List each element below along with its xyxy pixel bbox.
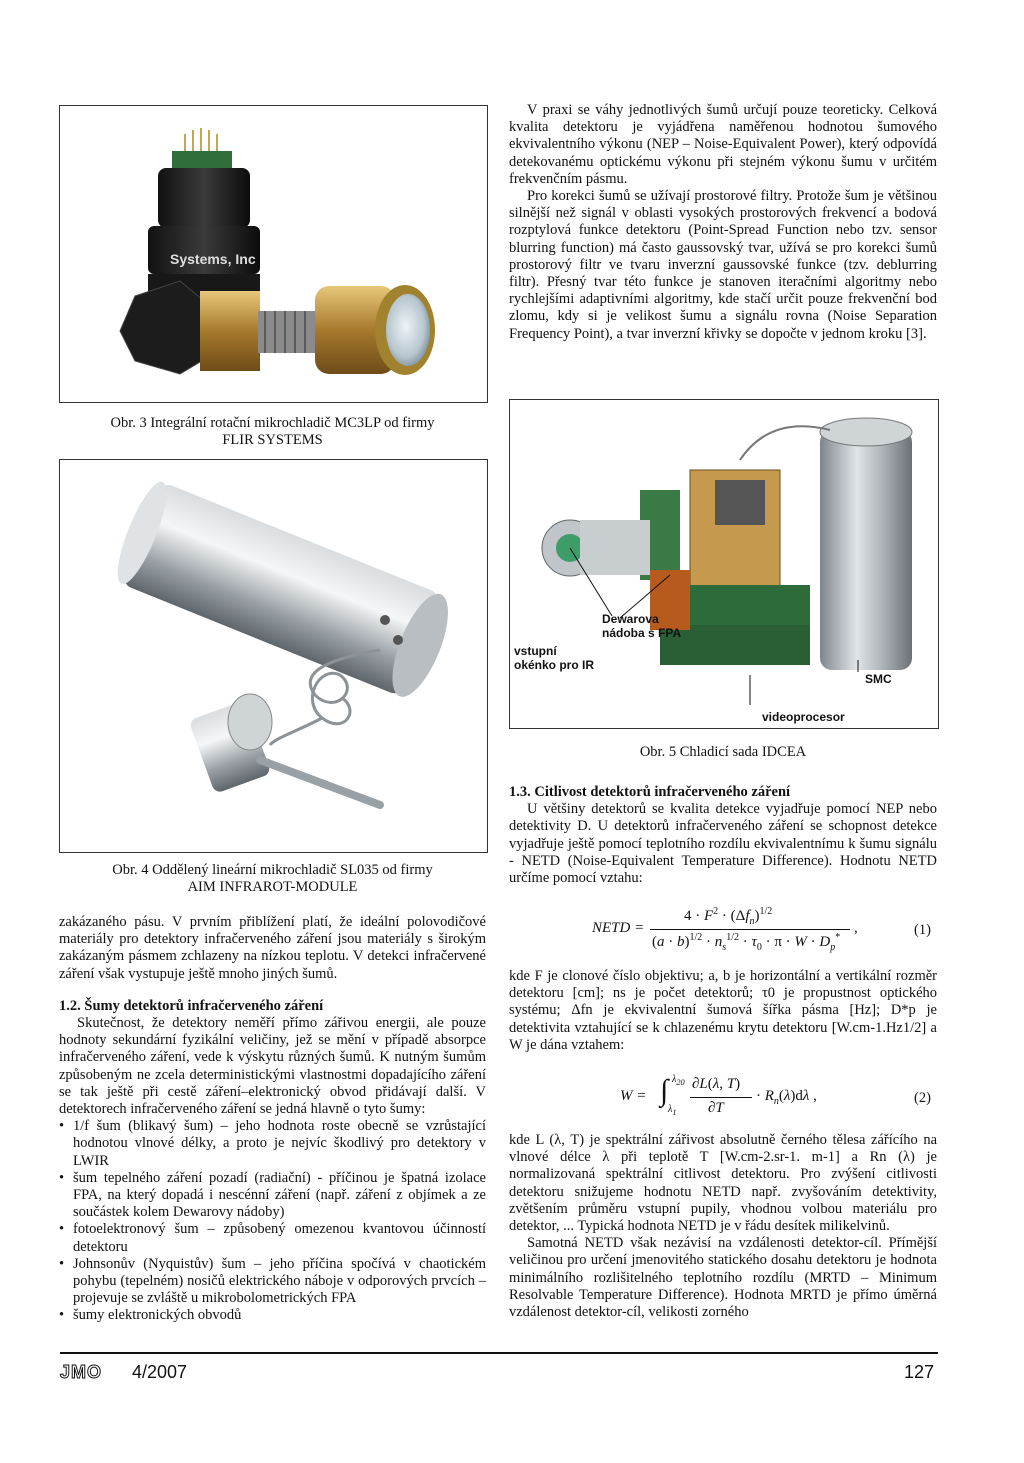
fig3-caption-line1: Obr. 3 Integrální rotační mikrochladič MC3LP od firmy bbox=[110, 415, 435, 431]
fig5-label-window: vstupní okénko pro IR bbox=[514, 644, 595, 672]
equation-2: W = ∫ $\lambda_{20}$ $\lambda_1$ ∂L(λ, T) ∂T · $R_n(\lambda)d\lambda$ , bbox=[620, 1074, 817, 1117]
figure-4-caption bbox=[59, 862, 486, 896]
list-item: • Johnsonův (Nyquistův) šum – jeho příčina spočívá v chaotickém pohybu (tepelném) nosičů elektrického náboje v odporových prvcích – projevuje se zvláště u mikrobolometrických FPA bbox=[73, 1256, 486, 1308]
cryocooler-mc3lp-illustration bbox=[60, 106, 487, 402]
equation-1: NETD = $4 \cdot F^2 \cdot (\Delta f_n)^{1/2}$ $(a \cdot b)^{1/2} \cdot n_s^{1/2} \cdot \tau_0 \cdot \pi \cdot W \cdot D_p^*$ , bbox=[592, 906, 858, 953]
fig3-caption-line2: FLIR SYSTEMS bbox=[222, 432, 323, 448]
section-heading-1-3: 1.3. Citlivost detektorů infračerveného záření bbox=[509, 784, 791, 800]
journal-logo: JMO bbox=[60, 1362, 103, 1382]
right-bottom-section bbox=[509, 784, 937, 887]
issue-number: 4/2007 bbox=[132, 1362, 188, 1382]
paragraph: Samotná NETD však nezávisí na vzdálenosti detektor-cíl. Přímější veličinou pro určení jmenovitého statického dosahu detektoru je hodnota minimálního rozlišitelného teplotního rozdílu (MRTD – Minimum Resolvable Temperature Difference). Hodnota MRTD je přímo úměrná vzdálenost detektor-cíl, velikosti zorného bbox=[509, 1235, 937, 1321]
list-item: • 1/f šum (blikavý šum) – jeho hodnota roste obecně se vzrůstající hodnotou vlnové délky, a proto je nejvíc škodlivý pro detektory v LWIR bbox=[73, 1118, 486, 1170]
noise-list bbox=[59, 1118, 486, 1324]
fig4-caption-line1: Obr. 4 Oddělený lineární mikrochladič SL035 od firmy bbox=[112, 862, 433, 878]
right-top-text bbox=[509, 102, 937, 343]
list-item: • šumy elektronických obvodů bbox=[73, 1307, 486, 1324]
figure-5-photo bbox=[509, 399, 939, 729]
figure-4-photo bbox=[59, 459, 488, 853]
fig5-label-smc: SMC bbox=[865, 672, 892, 686]
footer-rule bbox=[60, 1352, 938, 1354]
equation-2-number: (2) bbox=[914, 1090, 931, 1106]
section-heading-1-2: 1.2. Šumy detektorů infračerveného záření bbox=[59, 997, 324, 1014]
right-bottom-text-3 bbox=[509, 1132, 937, 1321]
figure-5-caption: Obr. 5 Chladicí sada IDCEA bbox=[639, 744, 807, 760]
fig5-label-dewar: Dewarova nádoba s FPA bbox=[602, 612, 682, 640]
fig4-caption-line2: AIM INFRAROT-MODULE bbox=[187, 879, 358, 895]
paragraph: U většiny detektorů se kvalita detekce vyjadřuje pomocí NEP nebo detektivity D. U detektorů infračerveného záření se schopnost detekce vyjadřuje ještě pomocí teplotního rozdílu ekvivalentnímu k šumu signálu - NETD (Noise-Equivalent Temperature Difference). Hodnotu NETD určíme pomocí vztahu: bbox=[509, 801, 937, 887]
list-item: • fotoelektronový šum – způsobený omezenou kvantovou účinností detektoru bbox=[73, 1221, 486, 1255]
paragraph: V praxi se váhy jednotlivých šumů určují pouze teoreticky. Celková kvalita detektoru je vyjádřena naměřenou hodnotou šumového ekvivalentního výkonu (NEP – Noise-Equivalent Power), který odpovídá detekovanému optickému výkonu při stejném výkonu šumu v určitém frekvenčním pásmu. bbox=[509, 102, 937, 187]
page-number: 127 bbox=[904, 1362, 935, 1382]
figure-3-caption bbox=[59, 415, 486, 449]
figure-3-photo bbox=[59, 105, 488, 403]
left-bottom-text bbox=[59, 914, 486, 1325]
paragraph: Pro korekci šumů se užívají prostorové filtry. Protože šum je většinou silnější než signál v oblasti vysokých prostorových frekvencí a bodová rozptylová funkce detektoru (Point-Spread Function nebo tzv. sensor blurring function) má často gaussovský tvar, užívá se pro korekci šumů prostorový filtr ve tvaru inverzní gaussovské funkce (tzv. deblurring filtr). Přesný tvar této funkce je stanoven iteračními algoritmy nebo rychlejšími adaptivními algoritmy, kde stačí určit pouze frekvenční bod zlomu, kdy si je velikost šumu a signálu rovna (Noise Separation Frequency Point), a tvar inverzní křivky se dopočte v jednom kroku [3]. bbox=[509, 188, 937, 342]
fig5-label-video: videoprocesor bbox=[762, 710, 845, 724]
paragraph: kde F je clonové číslo objektivu; a, b je horizontální a vertikální rozměr detektoru [cm]; ns je počet detektorů; τ0 je propustnost optického systému; Δfn je ekvivalentní šumová šířka pásma [Hz]; D*p je detektivita vztahující se k chlazenému krytu detektoru [W.cm-1.Hz1/2] a W je dána vztahem: bbox=[509, 968, 937, 1053]
paragraph: kde L (λ, T) je spektrální zářivost absolutně černého tělesa zářícího na vlnové délce λ při teplotě T [W.cm-2.sr-1. m-1] a Rn (λ) je normalizovaná spektrální citlivost detektoru. Pro zvýšení citlivosti detektoru snižujeme hodnotu NETD např. zvyšováním detektivity, zvětšením průměru vstupní pupily, vhodnou volbou materiálu pro detektor, ... Typická hodnota NETD je v řádu desítek milikelvinů. bbox=[509, 1132, 937, 1235]
fig3-label: Systems, Inc bbox=[170, 251, 256, 267]
equation-1-number: (1) bbox=[914, 922, 931, 938]
right-bottom-text-2 bbox=[509, 968, 937, 1054]
paragraph: Skutečnost, že detektory neměří přímo zářivou energii, ale pouze hodnoty sekundární fyzikální veličiny, jež se mění v případě absorpce infračerveného záření, vede k výskytu různých šumů. K nutným šumům způsobeným ne zcela deterministickými vlastnostmi dopadajícího záření se tak ještě při cestě záření–elektronický obvod přidávají další. V detektorech infračerveného záření se jedná hlavně o tyto šumy: bbox=[59, 1015, 486, 1118]
list-item: • šum tepelného záření pozadí (radiační) - příčinou je špatná izolace FPA, na který dopadá i nescénní záření (např. záření z objímek a ze součástek kolem Dewarovy nádoby) bbox=[73, 1170, 486, 1222]
cryocooler-sl035-illustration bbox=[60, 460, 487, 852]
paragraph: zakázaného pásu. V prvním přiblížení platí, že ideální polovodičové materiály pro detektory infračerveného záření jsou materiály s širokým zakázaným pásmem zchlazeny na nízkou teplotu. V detekci infračervené záření však vystupuje ještě mnoho jiných šumů. bbox=[59, 914, 486, 982]
